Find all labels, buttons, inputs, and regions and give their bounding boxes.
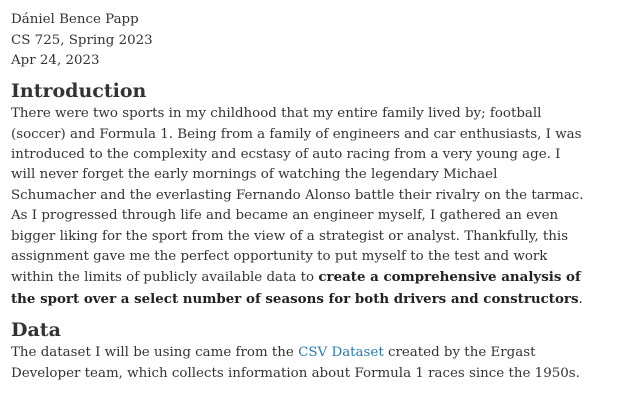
document-date: Apr 24, 2023 — [11, 53, 100, 69]
paragraph-line: Schumacher and the everlasting Fernando Alonso battle their rivalry on the tarmac. — [11, 187, 584, 203]
data-heading: Data — [11, 319, 61, 342]
paragraph-line: (soccer) and Formula 1. Being from a family of engineers and car enthusiasts, I was — [11, 126, 582, 142]
paragraph-line: As I progressed through life and became an engineer myself, I gathered an even — [11, 208, 559, 224]
paragraph-line — [11, 343, 640, 363]
paragraph-line: bigger liking for the sport from the view of a strategist or analyst. Thankfully, this — [11, 228, 569, 244]
paragraph-line: There were two sports in my childhood that my entire family lived by; football — [11, 106, 542, 122]
paragraph-text: within the limits of publicly available data to — [11, 270, 319, 286]
introduction-paragraph — [11, 104, 640, 310]
paragraph-line: assignment gave me the perfect opportunity to put myself to the test and work — [11, 248, 548, 264]
paragraph-text: . — [578, 291, 583, 307]
paragraph-text: created by the Ergast — [383, 345, 536, 361]
paragraph-line: will never forget the early mornings of watching the legendary Michael — [11, 167, 498, 183]
csv-dataset-link[interactable]: CSV Dataset — [298, 345, 384, 361]
paragraph-line: Developer team, which collects information about Formula 1 races since the 1950s. — [11, 365, 580, 381]
paragraph-line: introduced to the complexity and ecstasy of auto racing from a very young age. I — [11, 146, 561, 162]
paragraph-line — [11, 289, 640, 310]
introduction-heading: Introduction — [11, 80, 147, 103]
author-name: Dániel Bence Papp — [11, 12, 139, 27]
data-paragraph — [11, 343, 640, 384]
course-name: CS 725, Spring 2023 — [11, 32, 153, 48]
key-statement-bold: create a comprehensive analysis of — [318, 269, 581, 286]
paragraph-line — [11, 267, 640, 288]
key-statement-bold: the sport over a select number of seasons for both drivers and constructors — [11, 290, 579, 307]
paragraph-text: The dataset I will be using came from the — [11, 345, 299, 361]
